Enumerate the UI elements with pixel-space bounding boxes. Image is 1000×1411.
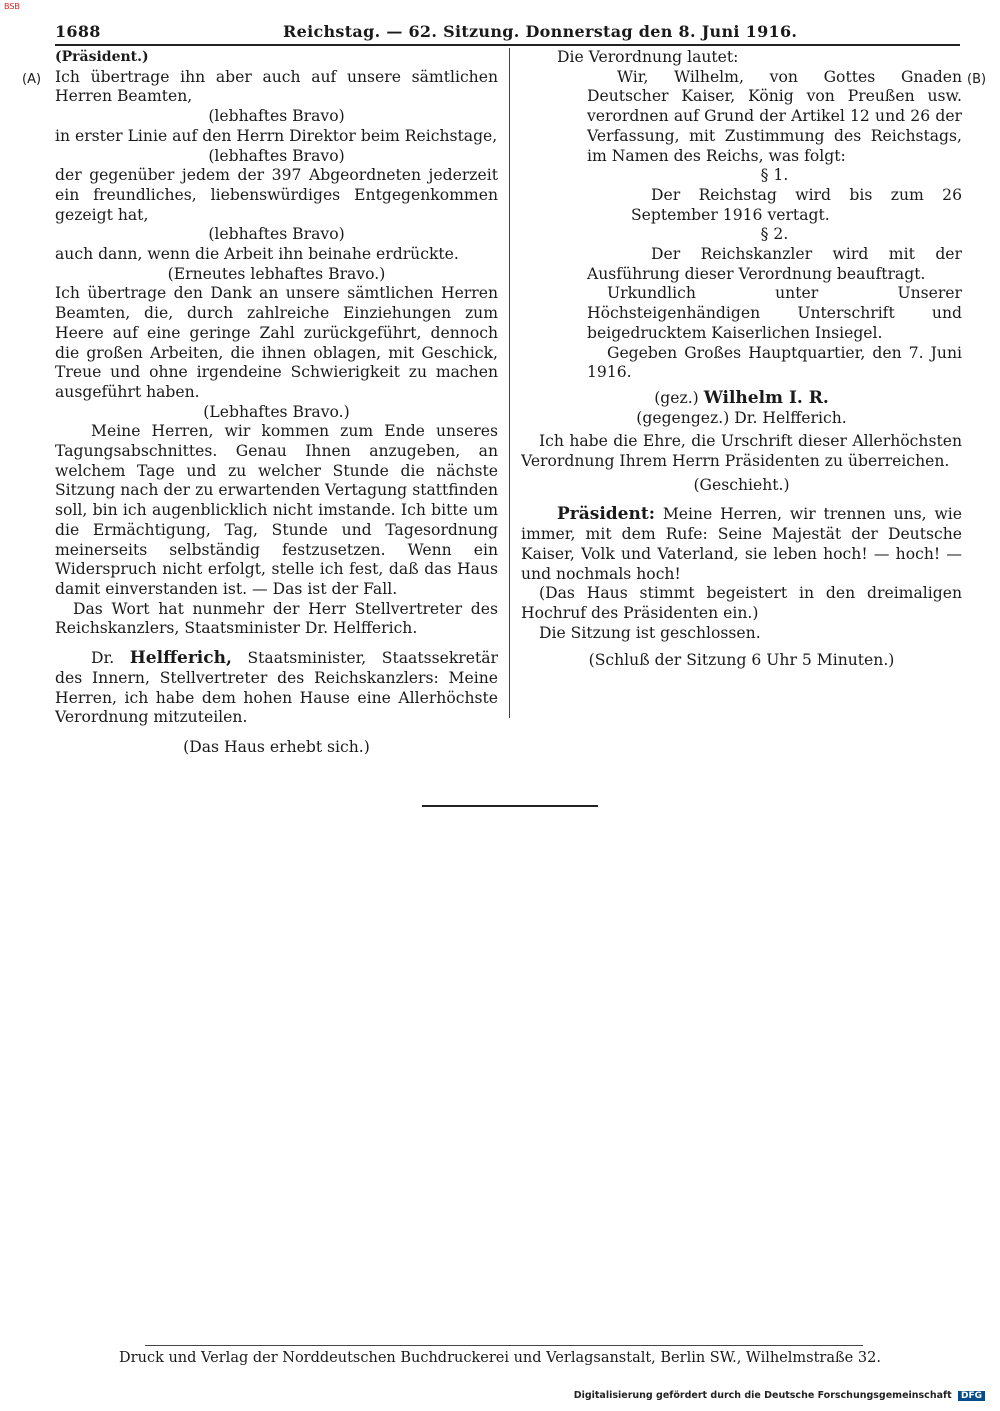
dfg-logo: DFG bbox=[958, 1391, 985, 1401]
speaker-name: Helfferich, bbox=[129, 648, 232, 669]
paragraph: der gegenüber jedem der 397 Abgeordneten jederzeit ein freundliches, liebenswürdiges Entgegenkommen gezeigt hat, bbox=[55, 166, 498, 224]
section-heading: § 2. bbox=[760, 225, 789, 244]
speech-text: Staatsminister, Staatssekretär des Innern, Stellvertreter des Reichskanzlers: Meine Herren, ich habe dem hohen Hause eine Allerhöchste Verordnung mitzuteilen. bbox=[55, 649, 498, 727]
interjection: (Erneutes lebhaftes Bravo.) bbox=[167, 264, 386, 283]
speech-paragraph bbox=[55, 649, 498, 728]
page-number: 1688 bbox=[55, 22, 101, 41]
end-rule bbox=[422, 805, 598, 807]
signature-line bbox=[521, 389, 962, 409]
right-column bbox=[521, 48, 962, 671]
countersignature-line: (gegengez.) Dr. Helfferich. bbox=[636, 408, 847, 427]
page-header bbox=[55, 22, 960, 46]
decree-text: Der Reichstag wird bis zum 26 September 1916 vertagt. bbox=[631, 185, 962, 224]
speech-paragraph bbox=[521, 505, 962, 584]
decree-text: Urkundlich unter Unserer Höchsteigenhändigen Unterschrift und beigedrucktem Kaiserlichen Insiegel. bbox=[587, 284, 962, 342]
footer-rule bbox=[145, 1345, 863, 1346]
paragraph: Ich übertrage ihn aber auch auf unsere sämtlichen Herren Beamten, bbox=[55, 67, 498, 106]
margin-label-right: (B) bbox=[967, 72, 987, 87]
paragraph: Die Verordnung lautet: bbox=[557, 48, 739, 66]
decree-text: Der Reichskanzler wird mit der Ausführung dieser Verordnung beauftragt. bbox=[587, 245, 962, 283]
signature-name: Wilhelm I. R. bbox=[703, 387, 829, 408]
paragraph: Die Sitzung ist geschlossen. bbox=[539, 623, 761, 642]
paragraph: Ich übertrage den Dank an unsere sämtlichen Herren Beamten, die, durch zahlreiche Einziehungen zum Heere auf eine geringe Zahl zurückgeführt, dennoch die großen Arbeiten, die ihnen oblagen, mit Geschick, Treue und ohne irgendeine Schwierigkeit zu machen ausgeführt haben. bbox=[55, 284, 498, 401]
speech-text: Meine Herren, wir trennen uns, wie immer, mit dem Rufe: Seine Majestät der Deutsche Kaiser, Volk und Vaterland, sie leben hoch! — hoch! — und nochmals hoch! bbox=[521, 505, 963, 583]
paragraph: Ich habe die Ehre, die Urschrift dieser Allerhöchsten Verordnung Ihrem Herrn Präsidenten zu überreichen. bbox=[521, 432, 962, 471]
decree-text: Wir, Wilhelm, von Gottes Gnaden Deutscher Kaiser, König von Preußen usw. verordnen auf Grund der Artikel 12 und 26 der Verfassung, mit Zustimmung des Reichstags, im Namen des Reichs, was folgt: bbox=[587, 67, 962, 165]
decree-text: Gegeben Großes Hauptquartier, den 7. Juni 1916. bbox=[587, 343, 962, 382]
interjection: (Lebhaftes Bravo.) bbox=[203, 402, 350, 421]
signature-prefix: (gez.) bbox=[654, 388, 699, 407]
paragraph: in erster Linie auf den Herrn Direktor beim Reichstage, bbox=[55, 126, 498, 145]
closing-note: (Schluß der Sitzung 6 Uhr 5 Minuten.) bbox=[588, 651, 895, 670]
column-divider bbox=[509, 48, 510, 718]
imprint: Druck und Verlag der Norddeutschen Buchdruckerei und Verlagsanstalt, Berlin SW., Wilhelmstraße 32. bbox=[119, 1350, 881, 1366]
speaker-heading: (Präsident.) bbox=[55, 49, 149, 65]
paragraph: Meine Herren, wir kommen zum Ende unseres Tagungsabschnittes. Genau Ihnen anzugeben, an welchem Tage und zu welcher Stunde die nächste Sitzung nach der zu erwartenden Vertagung stattfinden soll, bin ich augenblicklich nicht imstande. Ich bitte um die Ermächtigung, Tag, Stunde und Tagesordnung meinerseits selbständig festzusetzen. Wenn ein Widerspruch nicht erfolgt, stelle ich fest, daß das Haus damit einverstanden ist. — Das ist der Fall. bbox=[55, 422, 498, 598]
library-watermark: BSB bbox=[4, 2, 20, 11]
speaker-title: Dr. bbox=[91, 649, 115, 668]
digitization-credit bbox=[574, 1390, 985, 1401]
interjection: (Das Haus stimmt begeistert in den dreimaligen Hochruf des Präsidenten ein.) bbox=[521, 584, 962, 622]
running-title: Reichstag. — 62. Sitzung. Donnerstag den 8. Juni 1916. bbox=[283, 22, 798, 41]
margin-label-left: (A) bbox=[22, 72, 42, 87]
section-heading: § 1. bbox=[760, 166, 789, 185]
interjection: (Das Haus erhebt sich.) bbox=[183, 737, 370, 756]
left-column bbox=[55, 48, 498, 758]
speaker-name: Präsident: bbox=[557, 504, 655, 525]
interjection: (lebhaftes Bravo) bbox=[208, 146, 345, 165]
paragraph: Das Wort hat nunmehr der Herr Stellvertreter des Reichskanzlers, Staatsminister Dr. Helfferich. bbox=[55, 599, 498, 638]
paragraph: auch dann, wenn die Arbeit ihn beinahe erdrückte. bbox=[55, 245, 459, 264]
interjection: (lebhaftes Bravo) bbox=[208, 107, 345, 126]
digitization-note: Digitalisierung gefördert durch die Deutsche Forschungsgemeinschaft bbox=[573, 1390, 952, 1401]
interjection: (lebhaftes Bravo) bbox=[208, 225, 345, 244]
interjection: (Geschieht.) bbox=[693, 475, 790, 494]
